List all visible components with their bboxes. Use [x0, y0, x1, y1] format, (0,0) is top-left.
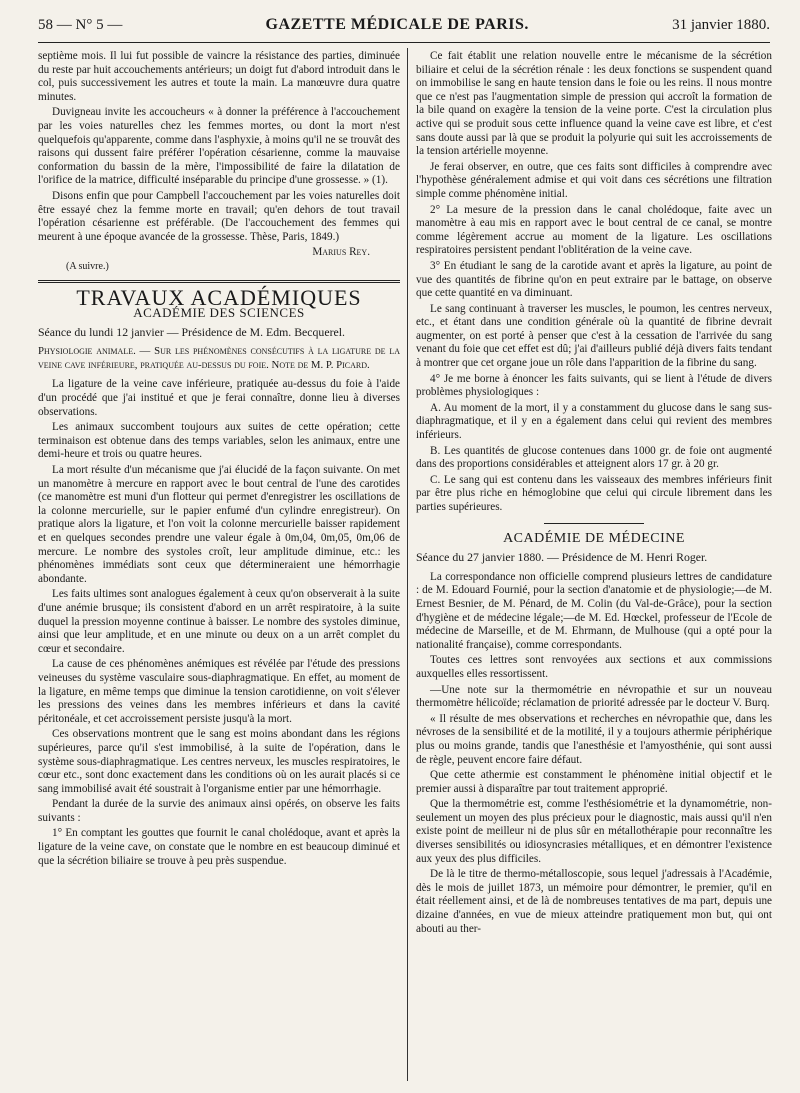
paragraph: Ces observations montrent que le sang est moins abondant dans les régions supérieures, parce qu'il s'est immobilisé, à la suite de l'opération, dans le système sous-diaphragmatique. Les centres nerveux, les muscles respiratoires, le cœur etc., sont donc exactement dans les conditions où on les aurait placés si ce sang immobilisé avait été soustrait à l'organisme entier par une hémorrhagie. [38, 728, 400, 795]
section-subtitle: ACADÉMIE DES SCIENCES [133, 305, 305, 321]
paragraph: Que cette athermie est constamment le phénomène initial objectif et le premier aussi à disparaître par tout traitement approprié. [416, 769, 772, 795]
paragraph: Le sang continuant à traverser les muscles, le poumon, les centres nerveux, etc., et étant dans une condition générale où la quantité de fibrine devrait augmenter, on est porté à penser que c'est à la cessation de l'arrivée du sang venant du foie que cet effet est dû; j'ai d'ailleurs publié déjà divers faits tendant à montrer que cet organe joue un rôle dans l'apparition de la fibrine du sang. [416, 302, 772, 370]
paragraph: B. Les quantités de glucose contenues dans 1000 gr. de foie ont augmenté dans des proportions considérables et atteignent alors 17 gr. à 20 gr. [416, 444, 772, 471]
paragraph: Que la thermométrie est, comme l'esthésiométrie et la dynamométrie, non-seulement un moyen des plus précieux pour le diagnostic, mais aussi qu'il n'en existe point de meilleur ni de plus sûr en métallothérapie pour reconnaître les diverses sensibilités ou idiosyncrasies métalliques, et en démontrer l'existence aux yeux des plus difficiles. [416, 798, 772, 865]
page-number: 58 — N° 5 — [38, 17, 123, 33]
session-line: Séance du lundi 12 janvier — Présidence de M. Edm. Becquerel. [38, 324, 345, 339]
right-column [416, 50, 772, 1081]
paragraph: C. Le sang qui est contenu dans les vaisseaux des membres inférieurs finit par être plus riche en hémoglobine que celui qui circule librement dans les parties supérieures. [416, 473, 772, 513]
page-header [38, 16, 770, 43]
paragraph: Je ferai observer, en outre, que ces faits sont difficiles à comprendre avec l'hypothèse généralement admise et qui voit dans ces sécrétions une filtration simple comme phénomène initial. [416, 160, 772, 200]
article-rubric: Physiologie animale. — Sur les phénomènes consécutifs à la ligature de la veine cave inférieure, pratiquée au-dessus du foie. Note de M. P. Picard. [38, 345, 400, 371]
issue-date: 31 janvier 1880. [672, 17, 770, 33]
paragraph: 2° La mesure de la pression dans le canal cholédoque, faite avec un manomètre à eau mis en rapport avec le bout central de ce canal, se montre comme légèrement accrue au moment de la ligature. Les oscillations respiratoires persistent pendant l'oblitération de la veine cave. [416, 203, 772, 257]
paragraph: septième mois. Il lui fut possible de vaincre la résistance des parties, diminuée du reste par huit accouchements antérieurs; un doigt fut d'abord introduit dans le col, puis successivement les autres et toute la main. La manœuvre dura quatre minutes. [38, 50, 400, 103]
paragraph: La ligature de la veine cave inférieure, pratiquée au-dessus du foie à l'aide d'un procédé que j'ai institué et que je ferai connaître, donne lieu à diverses observations. [38, 378, 400, 418]
paragraph: La mort résulte d'un mécanisme que j'ai élucidé de la façon suivante. On met un manomètre à mercure en rapport avec le bout central de l'une des carotides (ce manomètre est muni d'un flotteur qui permet d'enregistrer les oscillations de la colonne mercurielle, sur le papier enfumé d'un cylindre enregistreur). On pratique alors la ligature, et l'on voit la colonne mercurielle baisser rapidement et en quelques secondes prendre une valeur égale à 0m,04, 0m,05, 0m,06 de mercure. Le nombre des systoles croît, leur amplitude diminue, etc.: les phénomènes immédiats sont ceux que détermineraient une hémorrhagie abondante. [38, 464, 400, 585]
paragraph: « Il résulte de mes observations et recherches en névropathie que, dans les névroses de la sensibilité et de la motilité, il y a toujours athermie périphérique plus ou moins grande, tandis que l'anesthésie et l'amyosthénie, qui sont aussi de règle, peuvent encore faire défaut. [416, 712, 772, 766]
paragraph: —Une note sur la thermométrie en névropathie et sur un nouveau thermomètre hélicoïde; réclamation de priorité adressée par le docteur V. Burq. [416, 683, 772, 710]
paragraph: Pendant la durée de la survie des animaux ainsi opérés, on observe les faits suivants : [38, 798, 400, 824]
to-be-continued: (A suivre.) [66, 260, 109, 272]
paragraph: Disons enfin que pour Campbell l'accouchement par les voies naturelles doit être essayé chez la femme morte en travail; qu'en dehors de tout travail l'opération césarienne est préférable. (De l'accouchement des femmes qui meurent à une époque avancée de la grossesse. Thèse, Paris, 1849.) [38, 189, 400, 243]
paragraph: Les animaux succombent toujours aux suites de cette opération; cette terminaison est obtenue dans des temps variables, selon les animaux, entre une demi-heure et trois ou quatre heures. [38, 421, 400, 461]
paragraph: Toutes ces lettres sont renvoyées aux sections et aux commissions auxquelles elles ressortissent. [416, 654, 772, 680]
column-divider [407, 48, 408, 1081]
section-title: TRAVAUX ACADÉMIQUES [76, 284, 362, 310]
paragraph: Ce fait établit une relation nouvelle entre le mécanisme de la sécrétion biliaire et celui de la sécrétion rénale : les deux fonctions se suspendent quand on immobilise le sang en haute tension dans le foie ou les reins. Il nous montre que ce n'est pas l'augmentation simple de pression qui accroît la formation de la bile quand on exagère la tension de la veine porte. C'est la circulation plus active qui se produit sous cette influence quand la veine cave est libre, et c'est sans doute aussi par là que se produit la polyurie qui suit les accroissements de la tension artérielle moyenne. [416, 50, 772, 158]
author-signature: Marius Rey. [312, 246, 370, 259]
paragraph: 4° Je me borne à énoncer les faits suivants, qui se lient à l'étude de divers problèmes physiologiques : [416, 372, 772, 399]
journal-title: GAZETTE MÉDICALE DE PARIS. [265, 16, 529, 33]
paragraph: La cause de ces phénomènes anémiques est révélée par l'étude des pressions veineuses du système vasculaire sous-diaphragmatique. En effet, au moment de la ligature, en même temps que diminue la tension carotidienne, on voit s'élever les pressions des veines dans les membres inférieurs et dans la cavité péritonéale, et cet accroissement persiste jusqu'à la mort. [38, 658, 400, 725]
session-line: Séance du 27 janvier 1880. — Présidence de M. Henri Roger. [416, 550, 708, 565]
left-column [38, 50, 400, 1081]
paragraph: Les faits ultimes sont analogues également à ceux qu'on observerait à la suite d'une anémie brusque; ils consistent d'abord en un arrêt respiratoire, à la suite duquel la pression moyenne continue à baisser. Le nombre des systoles diminue, ainsi que leur amplitude, et en une minute ou deux on a un arrêt complet du cœur et secondaire. [38, 588, 400, 655]
separator-rule [544, 523, 644, 524]
academy-title: ACADÉMIE DE MÉDECINE [503, 530, 685, 546]
paragraph: De là le titre de thermo-métalloscopie, sous lequel j'adressais à l'Académie, dès le mois de juillet 1873, un mémoire pour démontrer, le premier, qu'il en était réellement ainsi, et de là de nombreuses tentatives de ma part, depuis une dizaine d'années, en vue de mieux atteindre pratiquement mon but, qui ont abouti au ther- [416, 868, 772, 935]
paragraph: Duvigneau invite les accoucheurs « à donner la préférence à l'accouchement par les voies naturelles chez les femmes mortes, ou dont la mort n'est quelquefois qu'apparente, comme dans l'asphyxie, à moins qu'il ne se trouvât des raisons qui dussent faire préférer l'opération césarienne, comme la mauvaise conformation du bassin de la mère, l'impossibilité de faire la dilatation de l'orifice de la matrice, difficulté inséparable du principe d'une grossesse. » (1). [38, 106, 400, 187]
paragraph: A. Au moment de la mort, il y a constamment du glucose dans le sang sus-diaphragmatique, et il y en a également dans celui qui revient des membres inférieurs. [416, 401, 772, 442]
paragraph: 1° En comptant les gouttes que fournit le canal cholédoque, avant et après la ligature de la veine cave, on constate que le nombre en est beaucoup diminué et que la sécrétion biliaire se trouve à peu près suspendue. [38, 827, 400, 867]
paragraph: 3° En étudiant le sang de la carotide avant et après la ligature, au point de vue des quantités de fibrine qu'on en peut extraire par le battage, on observe que cette quantité en va diminuant. [416, 259, 772, 300]
paragraph: La correspondance non officielle comprend plusieurs lettres de candidature : de M. Edouard Fournié, pour la section d'anatomie et de physiologie;—de M. Ernest Besnier, de M. Pénard, de M. Colin (du Val-de-Grâce), pour la section d'hygiène et de médecine légale;—de M. Ed. Hœckel, professeur de l'Ecole de médecine de Marseille, et de M. Ehrmann, de Mulhouse (qui a opté pour la nationalité française), comme correspondants. [416, 570, 772, 651]
section-rule [38, 280, 400, 283]
